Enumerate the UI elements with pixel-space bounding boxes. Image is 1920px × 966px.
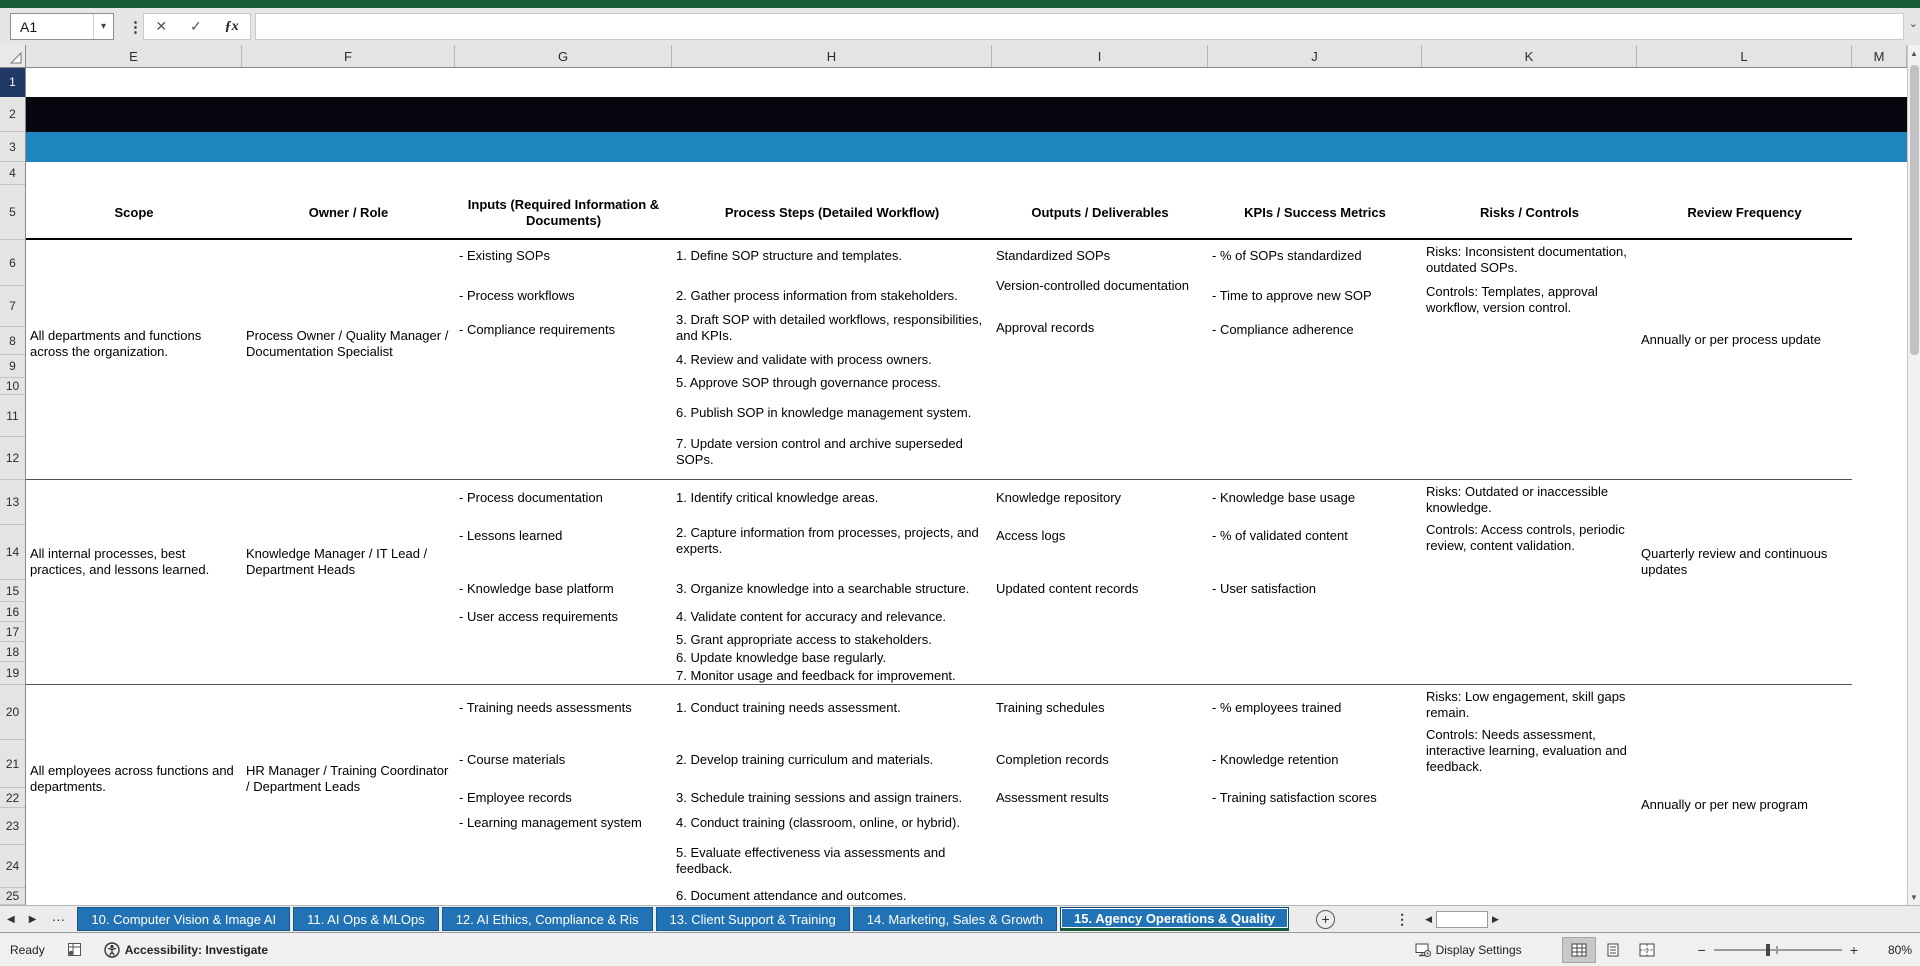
view-normal-button[interactable] bbox=[1562, 937, 1596, 963]
row-header-13[interactable]: 13 bbox=[0, 480, 25, 525]
column-headers bbox=[0, 45, 1920, 68]
header-cell-empty[interactable] bbox=[1852, 185, 1907, 240]
cell-text: - % of validated content bbox=[1212, 528, 1348, 543]
review-frequency-cell[interactable] bbox=[1637, 480, 1852, 685]
row-header-1[interactable]: 1 bbox=[0, 68, 25, 97]
vertical-scrollbar-thumb[interactable] bbox=[1910, 65, 1919, 355]
kpis-cell[interactable] bbox=[1208, 685, 1422, 905]
owner-cell[interactable] bbox=[242, 480, 455, 685]
hscroll-left-icon[interactable]: ◀ bbox=[1425, 913, 1433, 924]
cell-text: - Lessons learned bbox=[459, 528, 563, 543]
vertical-scrollbar[interactable] bbox=[1907, 45, 1920, 905]
row-header-22[interactable]: 22 bbox=[0, 788, 25, 808]
cell-text: - Process documentation bbox=[459, 490, 603, 505]
row-header-15[interactable]: 15 bbox=[0, 580, 25, 602]
cell-text: Version-controlled documentation bbox=[996, 278, 1189, 293]
row-header-8[interactable]: 8 bbox=[0, 327, 25, 355]
cell-text: 3. Schedule training sessions and assign trainers. bbox=[676, 790, 963, 805]
cell-text: - Knowledge base platform bbox=[459, 581, 614, 596]
accessibility-label: Accessibility: Investigate bbox=[124, 942, 269, 957]
header-cell[interactable]: Risks / Controls bbox=[1480, 204, 1579, 220]
row-header-5[interactable]: 5 bbox=[0, 185, 25, 240]
zoom-slider[interactable] bbox=[1714, 943, 1842, 957]
row-header-2[interactable]: 2 bbox=[0, 97, 25, 132]
cell-text: 3. Organize knowledge into a searchable structure. bbox=[676, 581, 970, 596]
cell-text: - Training satisfaction scores bbox=[1212, 790, 1377, 805]
column-header-L[interactable]: L bbox=[1637, 45, 1852, 67]
display-settings-label: Display Settings bbox=[1435, 942, 1522, 957]
status-ready-label: Ready bbox=[10, 942, 45, 957]
header-cell[interactable]: Review Frequency bbox=[1687, 204, 1802, 220]
hscroll-right-icon[interactable]: ▶ bbox=[1492, 913, 1499, 924]
cell-text: 4. Review and validate with process owners. bbox=[676, 352, 932, 367]
formula-bar-input[interactable] bbox=[255, 13, 1904, 40]
row-header-12[interactable]: 12 bbox=[0, 437, 25, 480]
cell-text: Annually or per new program bbox=[1641, 797, 1808, 812]
zoom-out-button[interactable]: − bbox=[1697, 941, 1706, 958]
cell-text: Risks: Outdated or inaccessible knowledge. bbox=[1426, 484, 1609, 515]
block-divider bbox=[26, 479, 1852, 480]
tab-scroll-right-icon[interactable]: ▶ bbox=[28, 913, 37, 925]
tab-bar-kebab-icon[interactable]: ⋮ bbox=[1395, 910, 1410, 927]
cell-text: 6. Document attendance and outcomes. bbox=[676, 888, 907, 903]
cell-text: - User access requirements bbox=[459, 609, 618, 624]
header-cell[interactable]: Inputs (Required Information & Documents) bbox=[467, 196, 660, 228]
cell-text: 1. Define SOP structure and templates. bbox=[676, 248, 902, 263]
cell-text: Controls: Access controls, periodic review, content validation. bbox=[1426, 522, 1625, 553]
cell-text: - Compliance requirements bbox=[459, 322, 616, 337]
enter-icon[interactable]: ✓ bbox=[190, 18, 202, 34]
row-header-10[interactable]: 10 bbox=[0, 378, 25, 395]
cell-text: 6. Publish SOP in knowledge management system. bbox=[676, 405, 972, 420]
zoom-slider-thumb[interactable] bbox=[1766, 944, 1770, 956]
risks-controls-cell[interactable] bbox=[1422, 240, 1637, 480]
row-header-24[interactable]: 24 bbox=[0, 845, 25, 888]
cell-text: - Compliance adherence bbox=[1212, 322, 1354, 337]
row-header-23[interactable]: 23 bbox=[0, 808, 25, 845]
macro-record-icon[interactable] bbox=[67, 942, 82, 957]
column-header-E[interactable]: E bbox=[26, 45, 242, 67]
cell-text: 6. Update knowledge base regularly. bbox=[676, 650, 887, 665]
cell-text: 1. Conduct training needs assessment. bbox=[676, 700, 901, 715]
scope-cell[interactable] bbox=[26, 685, 242, 905]
grid-body bbox=[0, 68, 1920, 905]
formula-options-kebab-icon[interactable]: ⋮ bbox=[128, 18, 143, 36]
row-band-white[interactable] bbox=[26, 68, 1907, 97]
select-all-button[interactable] bbox=[0, 45, 26, 67]
column-header-H[interactable]: H bbox=[672, 45, 992, 67]
zoom-in-button[interactable]: + bbox=[1849, 941, 1858, 958]
cell-text: 1. Identify critical knowledge areas. bbox=[676, 490, 879, 505]
header-cell[interactable]: KPIs / Success Metrics bbox=[1244, 204, 1386, 220]
row-header-9[interactable]: 9 bbox=[0, 355, 25, 378]
row-header-21[interactable]: 21 bbox=[0, 740, 25, 788]
title-band[interactable] bbox=[26, 97, 1907, 132]
row-header-6[interactable]: 6 bbox=[0, 240, 25, 286]
row-header-7[interactable]: 7 bbox=[0, 286, 25, 327]
column-header-M[interactable]: M bbox=[1852, 45, 1907, 67]
cell-text: - Knowledge base usage bbox=[1212, 490, 1356, 505]
view-shortcuts bbox=[1562, 937, 1664, 963]
subtitle-band[interactable] bbox=[26, 132, 1907, 162]
cell-text: Approval records bbox=[996, 320, 1095, 335]
cell-text: - Existing SOPs bbox=[459, 248, 551, 263]
row-header-17[interactable]: 17 bbox=[0, 622, 25, 642]
status-bar bbox=[0, 932, 1920, 966]
column-header-I[interactable]: I bbox=[992, 45, 1208, 67]
risks-controls-cell[interactable] bbox=[1422, 685, 1637, 905]
header-cell[interactable]: Outputs / Deliverables bbox=[1031, 204, 1169, 220]
sheet-tab-bar bbox=[0, 905, 1920, 932]
cell-text: - % employees trained bbox=[1212, 700, 1342, 715]
cell-text: 7. Update version control and archive superseded SOPs. bbox=[676, 436, 963, 467]
row-header-19[interactable]: 19 bbox=[0, 662, 25, 685]
cell-text: Controls: Templates, approval workflow, version control. bbox=[1426, 284, 1598, 315]
cell-text: Risks: Inconsistent documentation, outdated SOPs. bbox=[1426, 244, 1627, 275]
cell-text: 5. Evaluate effectiveness via assessments and feedback. bbox=[676, 845, 946, 876]
cell-text: Standardized SOPs bbox=[996, 248, 1111, 263]
row-header-25[interactable]: 25 bbox=[0, 888, 25, 905]
cell-text: - User satisfaction bbox=[1212, 581, 1317, 596]
header-bottom-border bbox=[26, 238, 1852, 240]
zoom-level-label: 80% bbox=[1887, 942, 1912, 957]
cell-text: - Employee records bbox=[459, 790, 572, 805]
row-band-white[interactable] bbox=[26, 162, 1907, 185]
owner-cell[interactable] bbox=[242, 685, 455, 905]
cell-text: - Course materials bbox=[459, 752, 566, 767]
cell-text: - Process workflows bbox=[459, 288, 575, 303]
cell-text: 5. Grant appropriate access to stakeholders. bbox=[676, 632, 932, 647]
add-sheet-button[interactable]: + bbox=[1316, 910, 1335, 929]
record-block bbox=[26, 480, 1907, 685]
cell-text: Training schedules bbox=[996, 700, 1105, 715]
header-cell[interactable]: Process Steps (Detailed Workflow) bbox=[724, 204, 940, 220]
review-frequency-cell[interactable] bbox=[1637, 685, 1852, 905]
view-page-break-button[interactable] bbox=[1630, 937, 1664, 963]
cell-text: All departments and functions across the organization. bbox=[30, 328, 202, 359]
cell-text: - Time to approve new SOP bbox=[1212, 288, 1372, 303]
sheet-tab-10[interactable]: 10. Computer Vision & Image AI bbox=[77, 907, 290, 931]
scroll-down-icon[interactable]: ▼ bbox=[1910, 892, 1918, 902]
cell-text: Updated content records bbox=[996, 581, 1139, 596]
kpis-cell[interactable] bbox=[1208, 240, 1422, 480]
name-box-dropdown-icon[interactable]: ▾ bbox=[93, 14, 113, 39]
row-header-16[interactable]: 16 bbox=[0, 602, 25, 622]
row-header-3[interactable]: 3 bbox=[0, 132, 25, 162]
tab-list-ellipsis-icon[interactable]: … bbox=[51, 908, 66, 924]
row-header-18[interactable]: 18 bbox=[0, 642, 25, 662]
view-page-layout-button[interactable] bbox=[1596, 937, 1630, 963]
accessibility-status[interactable] bbox=[104, 942, 268, 958]
cell-text: - Training needs assessments bbox=[459, 700, 632, 715]
cell-text: Process Owner / Quality Manager / Documentation Specialist bbox=[246, 328, 449, 359]
formula-buttons-group bbox=[143, 13, 251, 40]
accessibility-icon bbox=[104, 942, 120, 958]
review-frequency-cell[interactable] bbox=[1637, 240, 1852, 480]
outputs-cell[interactable] bbox=[992, 240, 1208, 480]
row-header-11[interactable]: 11 bbox=[0, 395, 25, 437]
kpis-cell[interactable] bbox=[1208, 480, 1422, 685]
cell-text: 2. Capture information from processes, projects, and experts. bbox=[676, 525, 979, 556]
sheet-tabs bbox=[77, 907, 1292, 931]
horizontal-scrollbar-thumb[interactable] bbox=[1436, 911, 1488, 928]
empty-cell[interactable] bbox=[1852, 480, 1907, 685]
cell-text: HR Manager / Training Coordinator / Department Leads bbox=[246, 763, 449, 794]
cell-text: 4. Conduct training (classroom, online, or hybrid). bbox=[676, 815, 960, 830]
cell-text: - Learning management system bbox=[459, 815, 642, 830]
process-steps-cell[interactable] bbox=[672, 685, 992, 905]
process-steps-cell[interactable] bbox=[672, 480, 992, 685]
cancel-icon[interactable]: ✕ bbox=[155, 18, 168, 34]
empty-cell[interactable] bbox=[1852, 240, 1907, 480]
owner-cell[interactable] bbox=[242, 240, 455, 480]
table-header-row bbox=[26, 185, 1907, 240]
name-box-value: A1 bbox=[20, 18, 38, 35]
scope-cell[interactable] bbox=[26, 480, 242, 685]
cell-text: Assessment results bbox=[996, 790, 1109, 805]
cell-grid bbox=[26, 68, 1907, 905]
cell-text: Risks: Low engagement, skill gaps remain. bbox=[1426, 689, 1626, 720]
status-bar-right bbox=[1401, 937, 1920, 963]
inputs-cell[interactable] bbox=[455, 685, 672, 905]
column-header-F[interactable]: F bbox=[242, 45, 455, 67]
sheet-tab-14[interactable]: 14. Marketing, Sales & Growth bbox=[853, 907, 1057, 931]
cell-text: All employees across functions and departments. bbox=[30, 763, 234, 794]
display-settings-button[interactable] bbox=[1401, 943, 1536, 957]
formula-bar-expand-icon[interactable]: ⌄ bbox=[1908, 18, 1918, 30]
cell-text: Quarterly review and continuous updates bbox=[1641, 546, 1828, 577]
cell-text: Completion records bbox=[996, 752, 1109, 767]
column-header-J[interactable]: J bbox=[1208, 45, 1422, 67]
record-block bbox=[26, 240, 1907, 480]
outputs-cell[interactable] bbox=[992, 480, 1208, 685]
sheet-tab-11[interactable]: 11. AI Ops & MLOps bbox=[293, 907, 439, 931]
header-cell[interactable]: Scope bbox=[114, 204, 154, 220]
cell-text: Annually or per process update bbox=[1641, 332, 1821, 347]
zoom-controls bbox=[1690, 942, 1912, 958]
cell-text: 2. Develop training curriculum and materials. bbox=[676, 752, 934, 767]
cell-text: Controls: Needs assessment, interactive learning, evaluation and feedback. bbox=[1426, 727, 1627, 774]
row-header-14[interactable]: 14 bbox=[0, 525, 25, 580]
cell-text: All internal processes, best practices, and lessons learned. bbox=[30, 546, 210, 577]
scroll-up-icon[interactable]: ▲ bbox=[1910, 48, 1918, 58]
sheet-tab-15[interactable]: 15. Agency Operations & Quality bbox=[1060, 907, 1289, 931]
header-cell[interactable]: Owner / Role bbox=[308, 204, 389, 220]
outputs-cell[interactable] bbox=[992, 685, 1208, 905]
process-steps-cell[interactable] bbox=[672, 240, 992, 480]
cell-text: - Knowledge retention bbox=[1212, 752, 1339, 767]
cell-text: - % of SOPs standardized bbox=[1212, 248, 1362, 263]
empty-cell[interactable] bbox=[1852, 685, 1907, 905]
record-block bbox=[26, 685, 1907, 905]
cell-text: 4. Validate content for accuracy and relevance. bbox=[676, 609, 947, 624]
window-top-strip bbox=[0, 0, 1920, 8]
risks-controls-cell[interactable] bbox=[1422, 480, 1637, 685]
row-header-4[interactable]: 4 bbox=[0, 162, 25, 185]
sheet-tab-12[interactable]: 12. AI Ethics, Compliance & Ris bbox=[442, 907, 653, 931]
cell-text: 5. Approve SOP through governance process. bbox=[676, 375, 941, 390]
cell-text: 3. Draft SOP with detailed workflows, responsibilities, and KPIs. bbox=[676, 312, 983, 343]
column-header-K[interactable]: K bbox=[1422, 45, 1637, 67]
cell-text: Access logs bbox=[996, 528, 1066, 543]
insert-function-icon[interactable]: ƒx bbox=[224, 18, 239, 34]
cell-text: Knowledge repository bbox=[996, 490, 1122, 505]
sheet-area bbox=[0, 45, 1920, 905]
cell-text: 7. Monitor usage and feedback for improvement. bbox=[676, 668, 956, 683]
inputs-cell[interactable] bbox=[455, 240, 672, 480]
cell-text: 2. Gather process information from stakeholders. bbox=[676, 288, 958, 303]
inputs-cell[interactable] bbox=[455, 480, 672, 685]
name-box[interactable] bbox=[10, 13, 114, 40]
cell-text: Knowledge Manager / IT Lead / Department Heads bbox=[246, 546, 428, 577]
sheet-tab-13[interactable]: 13. Client Support & Training bbox=[656, 907, 850, 931]
tab-scroll-left-icon[interactable]: ◀ bbox=[7, 913, 15, 925]
horizontal-scrollbar[interactable] bbox=[1421, 911, 1503, 928]
display-settings-icon bbox=[1415, 943, 1431, 957]
scope-cell[interactable] bbox=[26, 240, 242, 480]
row-headers bbox=[0, 68, 26, 905]
formula-bar-row bbox=[0, 8, 1920, 45]
block-divider bbox=[26, 684, 1852, 685]
row-header-20[interactable]: 20 bbox=[0, 685, 25, 740]
column-header-G[interactable]: G bbox=[455, 45, 672, 67]
